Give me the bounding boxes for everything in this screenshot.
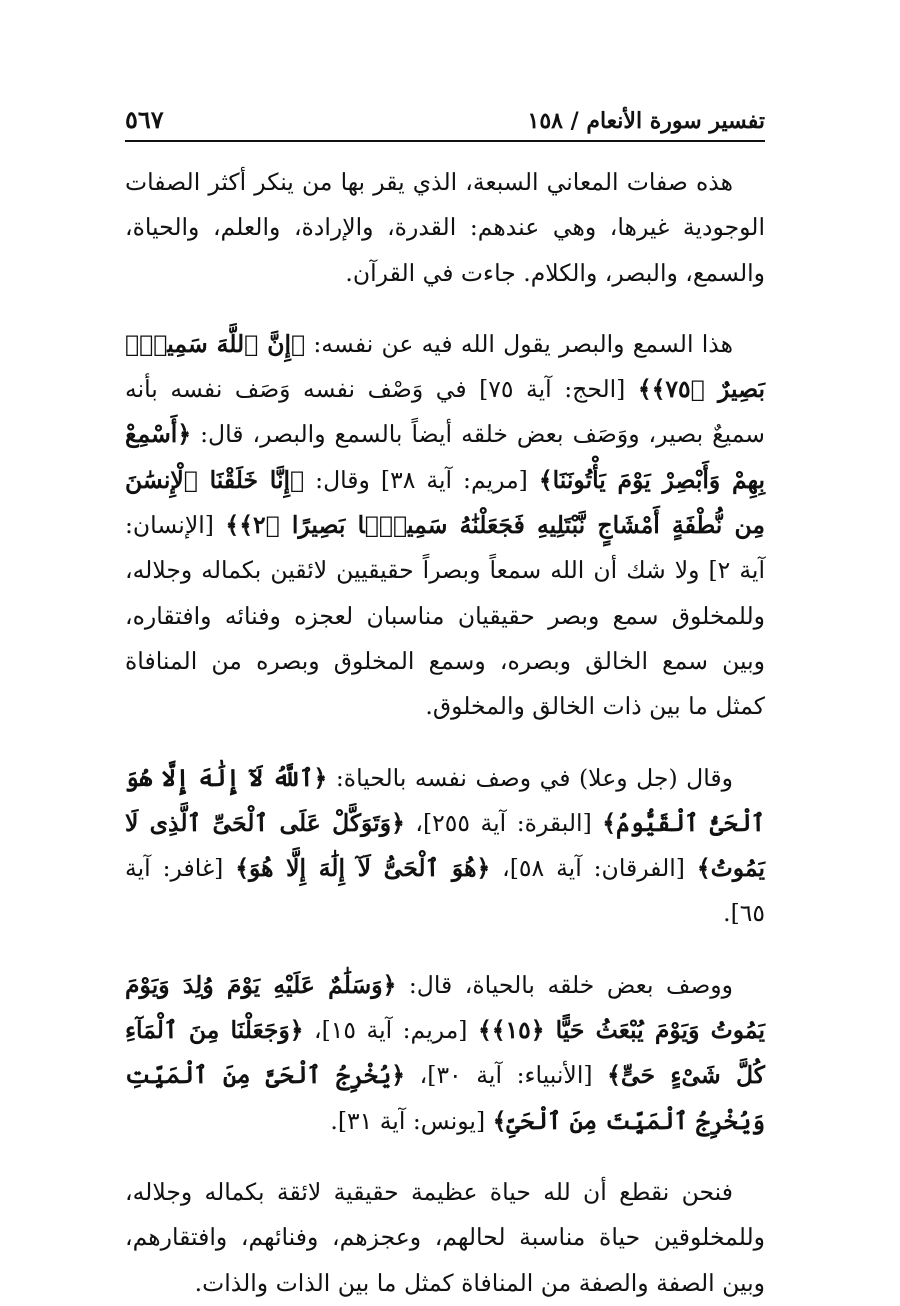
page-number: ٥٦٧ (125, 105, 164, 134)
body-text-run: [الأنبياء: آية ٣٠]، (405, 1061, 608, 1090)
page-body (125, 160, 765, 1306)
paragraph (125, 963, 765, 1144)
page-header (125, 96, 765, 142)
running-title: تفسير سورة الأنعام / ١٥٨ (527, 108, 765, 134)
paragraph (125, 1170, 765, 1306)
body-text-run: [البقرة: آية ٢٥٥]، (404, 808, 603, 837)
body-text-run: [مريم: آية ٣٨] وقال: (304, 465, 539, 494)
quran-verse: ﴿ٱللَّهُ لَآ إِلَٰهَ إِلَّا هُوَ ٱلْحَىُّ ٱلْقَيُّومُ﴾ (125, 763, 765, 837)
body-text-run: [الفرقان: آية ٥٨]، (490, 854, 697, 883)
body-text-run: ووصف بعض خلقه بالحياة، قال: (396, 970, 733, 999)
quran-verse: ﴿وَتَوَكَّلْ عَلَى ٱلْحَىِّ ٱلَّذِى لَا يَمُوتُ﴾ (125, 808, 765, 883)
body-text-run: [الإنسان: آية ٢] ولا شك أن الله سمعاً وبصراً حقيقيين لائقين بكماله وجلاله، وللمخلوق سمع وبصر حقيقيان مناسبان لعجزه وفنائه وافتقاره، وبين سمع الخالق وبصره، وسمع المخلوق وبصره من المنافاة كمثل ما بين ذات الخالق والمخلوق. (125, 511, 765, 721)
quran-verse: ﴿يُخْرِجُ ٱلْحَىَّ مِنَ ٱلْمَيِّتِ وَيُخْرِجُ ٱلْمَيِّتَ مِنَ ٱلْحَىِّ﴾ (125, 1061, 765, 1135)
body-text-run: [الحج: آية ٧٥] في وَصْف نفسه وَصَف نفسه بأنه سميعٌ بصير، ووَصَف بعض خلقه أيضاً بالسمع والبصر، قال: (125, 375, 765, 449)
paragraph (125, 756, 765, 937)
body-text-run: فنحن نقطع أن لله حياة عظيمة حقيقية لائقة بكماله وجلاله، وللمخلوقين حياة مناسبة لحالهم، وعجزهم، وفنائهم، وافتقارهم، وبين الصفة والصفة من المنافاة كمثل ما بين الذات والذات. (125, 1177, 765, 1297)
body-text-run: هذا السمع والبصر يقول الله فيه عن نفسه: (305, 329, 733, 358)
body-text-run: [مريم: آية ١٥]، (303, 1016, 478, 1045)
quran-verse: ﴿وَجَعَلْنَا مِنَ ٱلْمَآءِ كُلَّ شَىْءٍ حَىٍّ﴾ (125, 1016, 765, 1090)
quran-verse: ﴿إِنَّا خَلَقْنَا ٱلْإِنسَٰنَ مِن نُّطْفَةٍ أَمْشَاجٍ نَّبْتَلِيهِ فَجَعَلْنَٰهُ سَمِيعًۢا بَصِيرًا ﴿٢﴾﴾ (125, 465, 765, 540)
quran-verse: ﴿هُوَ ٱلْحَىُّ لَآ إِلَٰهَ إِلَّا هُوَ﴾ (235, 854, 491, 883)
body-text-run: [غافر: آية ٦٥]. (125, 854, 765, 928)
body-text-run: [يونس: آية ٣١]. (330, 1106, 493, 1135)
body-text-run: وقال (جل وعلا) في وصف نفسه بالحياة: (327, 763, 733, 792)
quran-verse: ﴿وَسَلَٰمٌ عَلَيْهِ يَوْمَ وُلِدَ وَيَوْمَ يَمُوتُ وَيَوْمَ يُبْعَثُ حَيًّا ﴿١٥﴾﴾ (125, 970, 765, 1045)
paragraph (125, 322, 765, 730)
body-text-run: هذه صفات المعاني السبعة، الذي يقر بها من ينكر أكثر الصفات الوجودية غيرها، وهي عندهم: القدرة، والإرادة، والعلم، والحياة، والسمع، والبصر، والكلام. جاءت في القرآن. (125, 168, 765, 287)
quran-verse: ﴿إِنَّ ٱللَّهَ سَمِيعٌۢ بَصِيرٌ ﴿٧٥﴾﴾ (125, 329, 765, 404)
paragraph (125, 160, 765, 296)
quran-verse: ﴿أَسْمِعْ بِهِمْ وَأَبْصِرْ يَوْمَ يَأْتُونَنَا﴾ (125, 420, 766, 494)
